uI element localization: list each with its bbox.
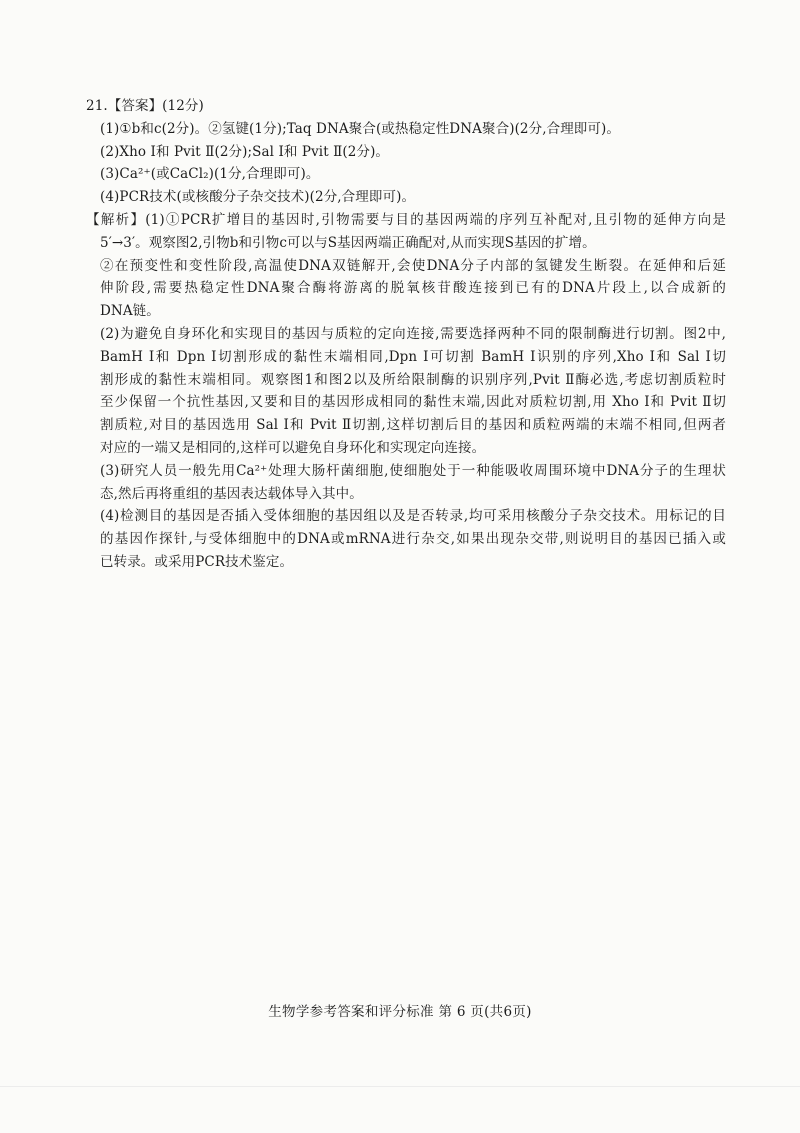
question-header: 21.【答案】(12分) xyxy=(86,98,204,114)
scan-edge-divider xyxy=(0,1086,800,1087)
analysis-line: (2)为避免自身环化和实现目的基因与质粒的定向连接,需要选择两种不同的限制酶进行切割。图2中, xyxy=(100,325,726,342)
analysis-line: 已转录。或采用PCR技术鉴定。 xyxy=(100,553,294,570)
page-footer: 生物学参考答案和评分标准 第 6 页(共6页) xyxy=(268,1004,532,1020)
analysis-line: 对应的一端又是相同的,这样可以避免自身环化和实现定向连接。 xyxy=(100,439,486,456)
answer-block xyxy=(86,95,726,574)
answer-line-4: (4)PCR技术(或核酸分子杂交技术)(2分,合理即可)。 xyxy=(100,189,416,206)
analysis-line: 至少保留一个抗性基因,又要和目的基因形成相同的黏性末端,因此对质粒切割,用 Xho Ⅰ和 Pvit Ⅱ切 xyxy=(100,394,726,411)
answer-line-1: (1)①b和c(2分)。②氢键(1分);Taq DNA聚合(或热稳定性DNA聚合)(2分,合理即可)。 xyxy=(100,120,620,137)
analysis-line: 5′→3′。观察图2,引物b和引物c可以与S基因两端正确配对,从而实现S基因的扩增。 xyxy=(100,234,596,251)
analysis-line: BamH Ⅰ和 Dpn Ⅰ切割形成的黏性末端相同,Dpn Ⅰ可切割 BamH Ⅰ识别的序列,Xho Ⅰ和 Sal Ⅰ切 xyxy=(100,348,726,365)
answer-line-2: (2)Xho Ⅰ和 Pvit Ⅱ(2分);Sal Ⅰ和 Pvit Ⅱ(2分)。 xyxy=(100,143,390,160)
analysis-line: DNA链。 xyxy=(100,303,160,320)
analysis-line: 割形成的黏性末端相同。观察图1和图2以及所给限制酶的识别序列,Pvit Ⅱ酶必选,考虑切割质粒时 xyxy=(100,371,726,388)
analysis-line: 的基因作探针,与受体细胞中的DNA或mRNA进行杂交,如果出现杂交带,则说明目的基因已插入或 xyxy=(100,531,726,548)
analysis-line: 态,然后再将重组的基因表达载体导入其中。 xyxy=(100,485,363,502)
answer-line-3: (3)Ca²⁺(或CaCl₂)(1分,合理即可)。 xyxy=(100,166,320,183)
analysis-line: 割质粒,对目的基因选用 Sal Ⅰ和 Pvit Ⅱ切割,这样切割后目的基因和质粒两端的末端不相同,但两者 xyxy=(100,417,726,434)
analysis-line: (4)检测目的基因是否插入受体细胞的基因组以及是否转录,均可采用核酸分子杂交技术。用标记的目 xyxy=(100,508,726,525)
analysis-line: 【解析】(1)①PCR扩增目的基因时,引物需要与目的基因两端的序列互补配对,且引物的延伸方向是 xyxy=(86,211,726,228)
analysis-line: (3)研究人员一般先用Ca²⁺处理大肠杆菌细胞,使细胞处于一种能吸收周围环境中DNA分子的生理状 xyxy=(100,462,726,479)
analysis-line: 伸阶段,需要热稳定性DNA聚合酶将游离的脱氧核苷酸连接到已有的DNA片段上,以合成新的 xyxy=(100,280,726,297)
analysis-line: ②在预变性和变性阶段,高温使DNA双链解开,会使DNA分子内部的氢键发生断裂。在延伸和后延 xyxy=(100,257,726,274)
